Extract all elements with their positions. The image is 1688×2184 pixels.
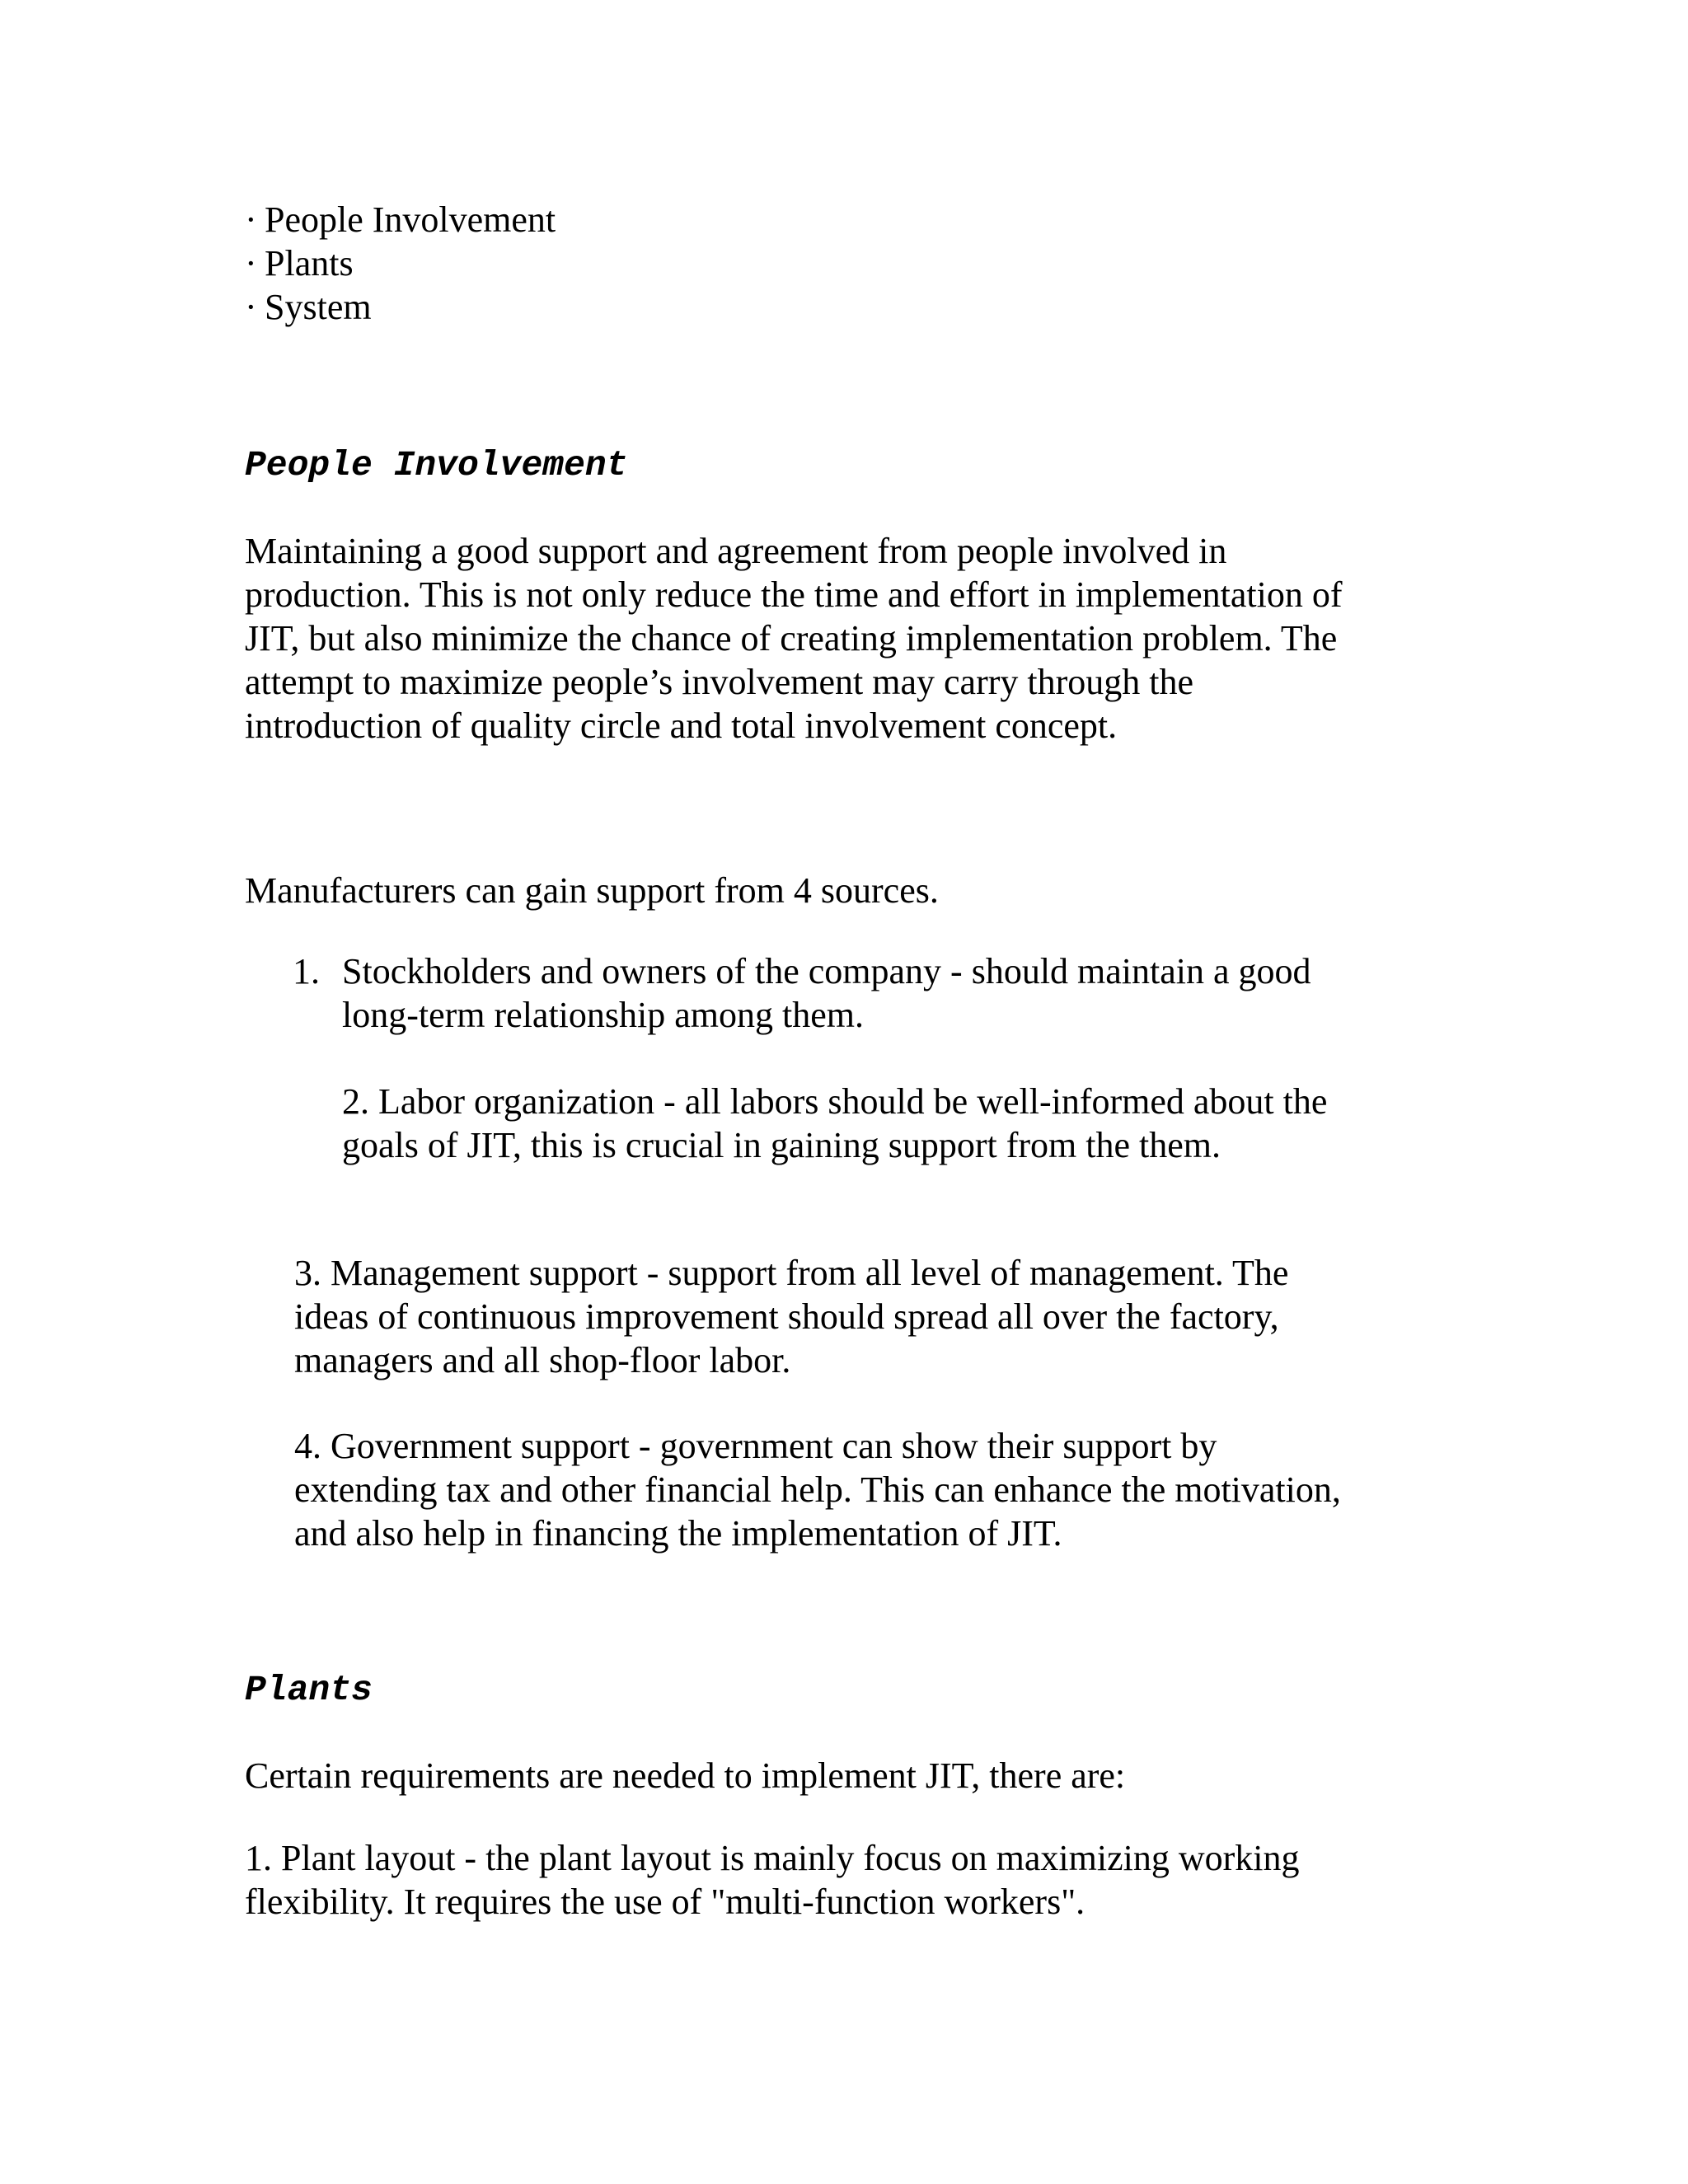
paragraph-line: production. This is not only reduce the time and effort in implementation of [245,574,1343,615]
item-line: 1. Plant layout - the plant layout is mainly focus on maximizing working [245,1838,1300,1878]
paragraph-line: introduction of quality circle and total involvement concept. [245,705,1118,746]
item-line: goals of JIT, this is crucial in gaining support from the them. [342,1125,1221,1165]
bullet-text: System [265,287,372,327]
support-source-item-1 [342,949,1311,1037]
bullet-item [245,241,556,285]
bullet-text: People Involvement [265,199,556,240]
item-line: flexibility. It requires the use of "multi-function workers". [245,1882,1085,1922]
plants-intro: Certain requirements are needed to implement JIT, there are: [245,1755,1126,1796]
paragraph-line: JIT, but also minimize the chance of creating implementation problem. The [245,618,1338,658]
bullet-text: Plants [265,243,354,284]
bullet-item [245,285,556,329]
people-involvement-paragraph [245,529,1343,748]
support-source-item-3 [294,1251,1288,1382]
support-sources-intro: Manufacturers can gain support from 4 sources. [245,870,939,911]
item-line: extending tax and other financial help. This can enhance the motivation, [294,1469,1341,1510]
item-line: 4. Government support - government can show their support by [294,1426,1217,1466]
section-heading-plants: Plants [245,1670,373,1710]
support-source-item-4 [294,1424,1341,1555]
item-line: ideas of continuous improvement should spread all over the factory, [294,1296,1279,1337]
paragraph-line: Maintaining a good support and agreement from people involved in [245,531,1227,571]
section-heading-people-involvement: People Involvement [245,445,628,485]
item-line: 2. Labor organization - all labors should be well-informed about the [342,1081,1328,1122]
item-line: long-term relationship among them. [342,995,864,1035]
paragraph-line: attempt to maximize people’s involvement may carry through the [245,662,1194,702]
support-source-item-2 [342,1080,1327,1167]
item-line: and also help in financing the implementation of JIT. [294,1513,1062,1554]
bullet-item [245,198,556,241]
bullet-marker: · [245,243,257,284]
item-line: 3. Management support - support from all level of management. The [294,1253,1289,1293]
list-number: 1. [293,951,320,991]
item-line: managers and all shop-floor labor. [294,1340,791,1380]
plants-item-1 [245,1836,1299,1924]
bullet-marker: · [245,287,257,327]
topic-bullet-list [245,198,556,329]
item-line: Stockholders and owners of the company - should maintain a good [342,951,1311,991]
bullet-marker: · [245,199,257,240]
